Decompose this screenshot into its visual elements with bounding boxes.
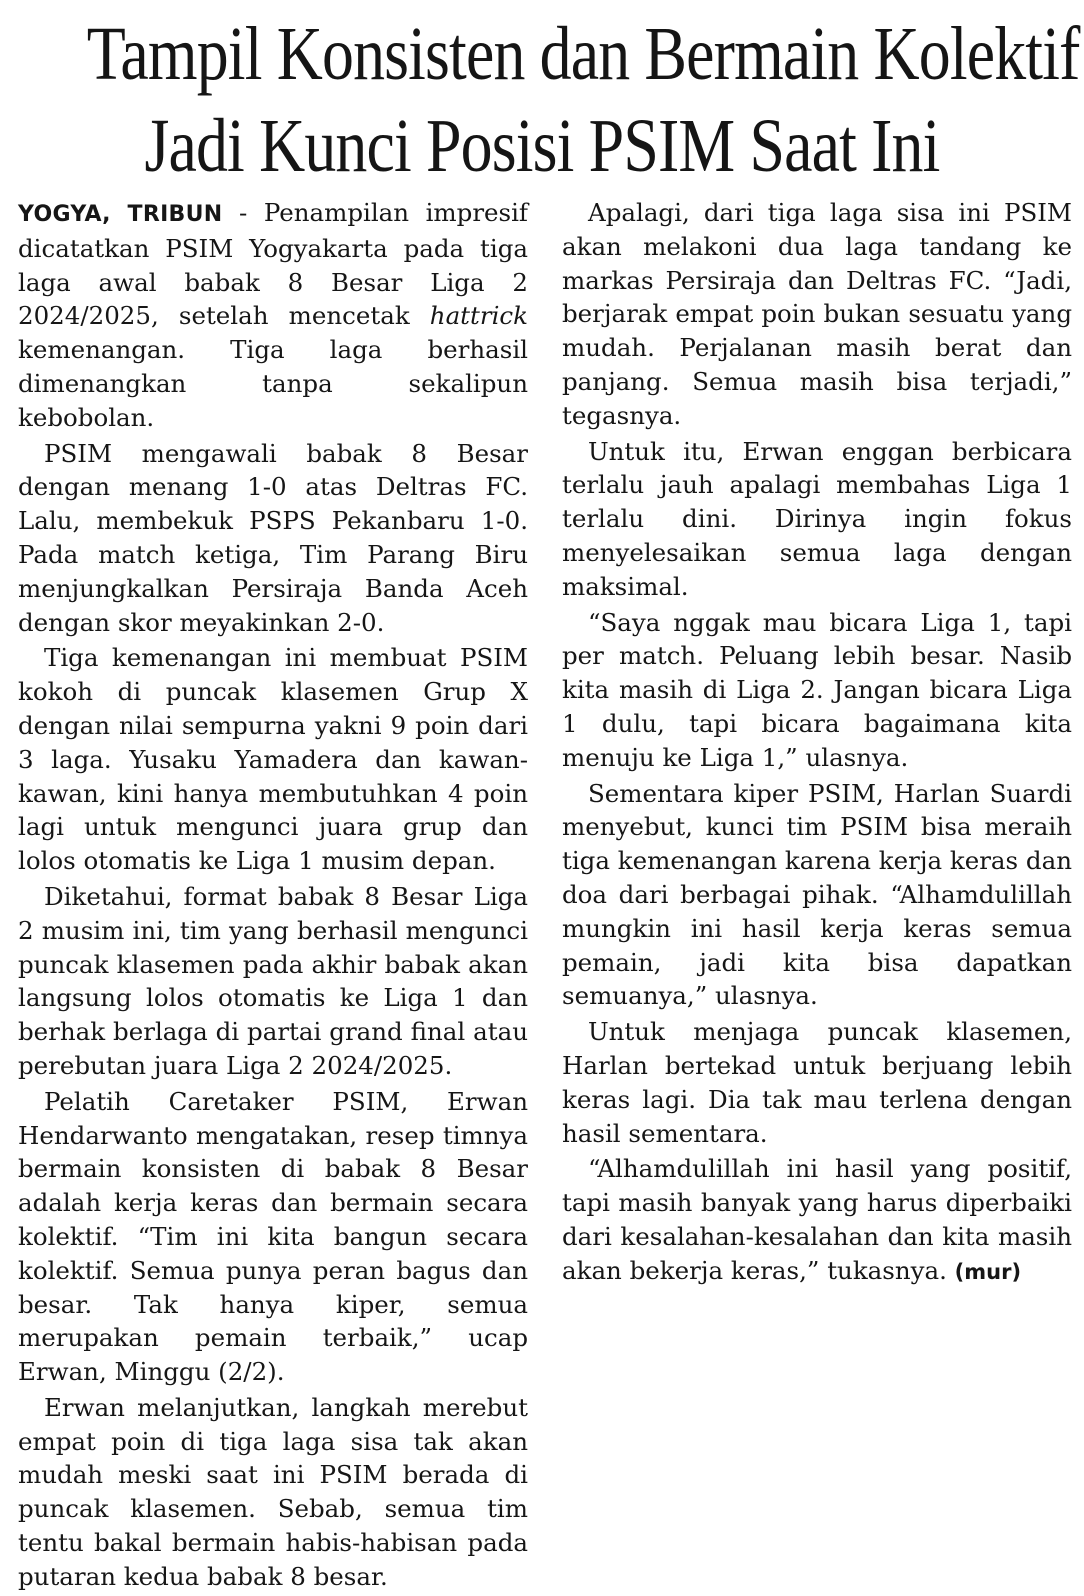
lead-italic-term: hattrick (429, 301, 528, 331)
lead-text-end: kemenangan. Tiga laga berhasil dimenangkan tanpa sekalipun kebobolan. (18, 335, 528, 432)
headline (0, 8, 1084, 192)
dateline-separator: - (222, 198, 264, 227)
dateline: YOGYA, TRIBUN (18, 202, 223, 227)
body-paragraph: Untuk itu, Erwan enggan berbicara terlalu jauh apalagi membahas Liga 1 terlalu dini. Dirinya ingin fokus menyelesaikan semua laga dengan maksimal. (562, 436, 1072, 601)
closing-text: “Alhamdulillah ini hasil yang positif, tapi masih banyak yang harus diperbaiki dari kesalahan-kesalahan dan kita masih akan bekerja keras,” tukasnya. (562, 1154, 1072, 1285)
headline-line-1: Tampil Konsisten dan Bermain Kolektif (86, 12, 1080, 96)
body-paragraph: Tiga kemenangan ini membuat PSIM kokoh di puncak klasemen Grup X dengan nilai sempurna yakni 9 poin dari 3 laga. Yusaku Yamadera dan kawan-kawan, kini hanya membutuhkan 4 poin lagi untuk mengunci juara grup dan lolos otomatis ke Liga 1 musim depan. (18, 643, 528, 876)
lead-paragraph (18, 196, 528, 435)
right-column (562, 196, 1072, 1292)
lead-text-start: Penampilan impresif dicatatkan PSIM Yogyakarta pada tiga laga awal babak 8 Besar Liga 2 2024/2025, setelah mencetak (18, 198, 529, 331)
closing-paragraph (562, 1152, 1072, 1289)
body-paragraph: “Saya nggak mau bicara Liga 1, tapi per match. Peluang lebih besar. Nasib kita masih di Liga 2. Jangan bicara Liga 1 dulu, tapi bicara bagaimana kita menuju ke Liga 1,” ulasnya. (562, 607, 1072, 772)
headline-line-2: Jadi Kunci Posisi PSIM Saat Ini (144, 104, 940, 188)
body-paragraph: Untuk menjaga puncak klasemen, Harlan bertekad untuk berjuang lebih keras lagi. Dia tak mau terlena dengan hasil sementara. (562, 1017, 1072, 1148)
body-paragraph: Apalagi, dari tiga laga sisa ini PSIM akan melakoni dua laga tandang ke markas Persiraja dan Deltras FC. “Jadi, berjarak empat poin bukan sesuatu yang mudah. Perjalanan masih berat dan panjang. Semua masih bisa terjadi,” tegasnya. (562, 198, 1072, 430)
body-paragraph: PSIM mengawali babak 8 Besar dengan menang 1-0 atas Deltras FC. Lalu, membekuk PSPS Pekanbaru 1-0. Pada match ketiga, Tim Parang Biru menjungkalkan Persiraja Banda Aceh dengan skor meyakinkan 2-0. (18, 438, 528, 637)
body-paragraph: Diketahui, format babak 8 Besar Liga 2 musim ini, tim yang berhasil mengunci puncak klasemen pada akhir babak akan langsung lolos otomatis ke Liga 1 dan berhak berlaga di partai grand final atau perebutan juara Liga 2 2024/2025. (18, 881, 528, 1080)
author-credit: (mur) (954, 1259, 1022, 1284)
body-paragraph: Pelatih Caretaker PSIM, Erwan Hendarwanto mengatakan, resep timnya bermain konsisten di babak 8 Besar adalah kerja keras dan bermain secara kolektif. “Tim ini kita bangun secara kolektif. Semua punya peran bagus dan besar. Tak hanya kiper, semua merupakan pemain terbaik,” ucap Erwan, Minggu (2/2). (18, 1086, 528, 1387)
body-paragraph: Sementara kiper PSIM, Harlan Suardi menyebut, kunci tim PSIM bisa meraih tiga kemenangan karena kerja keras dan doa dari berbagai pihak. “Alhamdulillah mungkin ini hasil kerja keras semua pemain, jadi kita bisa dapatkan semuanya,” ulasnya. (562, 778, 1072, 1011)
left-column (18, 196, 528, 1596)
body-paragraph: Erwan melanjutkan, langkah merebut empat poin di tiga laga sisa tak akan mudah meski saat ini PSIM berada di puncak klasemen. Sebab, semua tim tentu bakal bermain habis-habisan pada putaran kedua babak 8 besar. (18, 1392, 528, 1591)
